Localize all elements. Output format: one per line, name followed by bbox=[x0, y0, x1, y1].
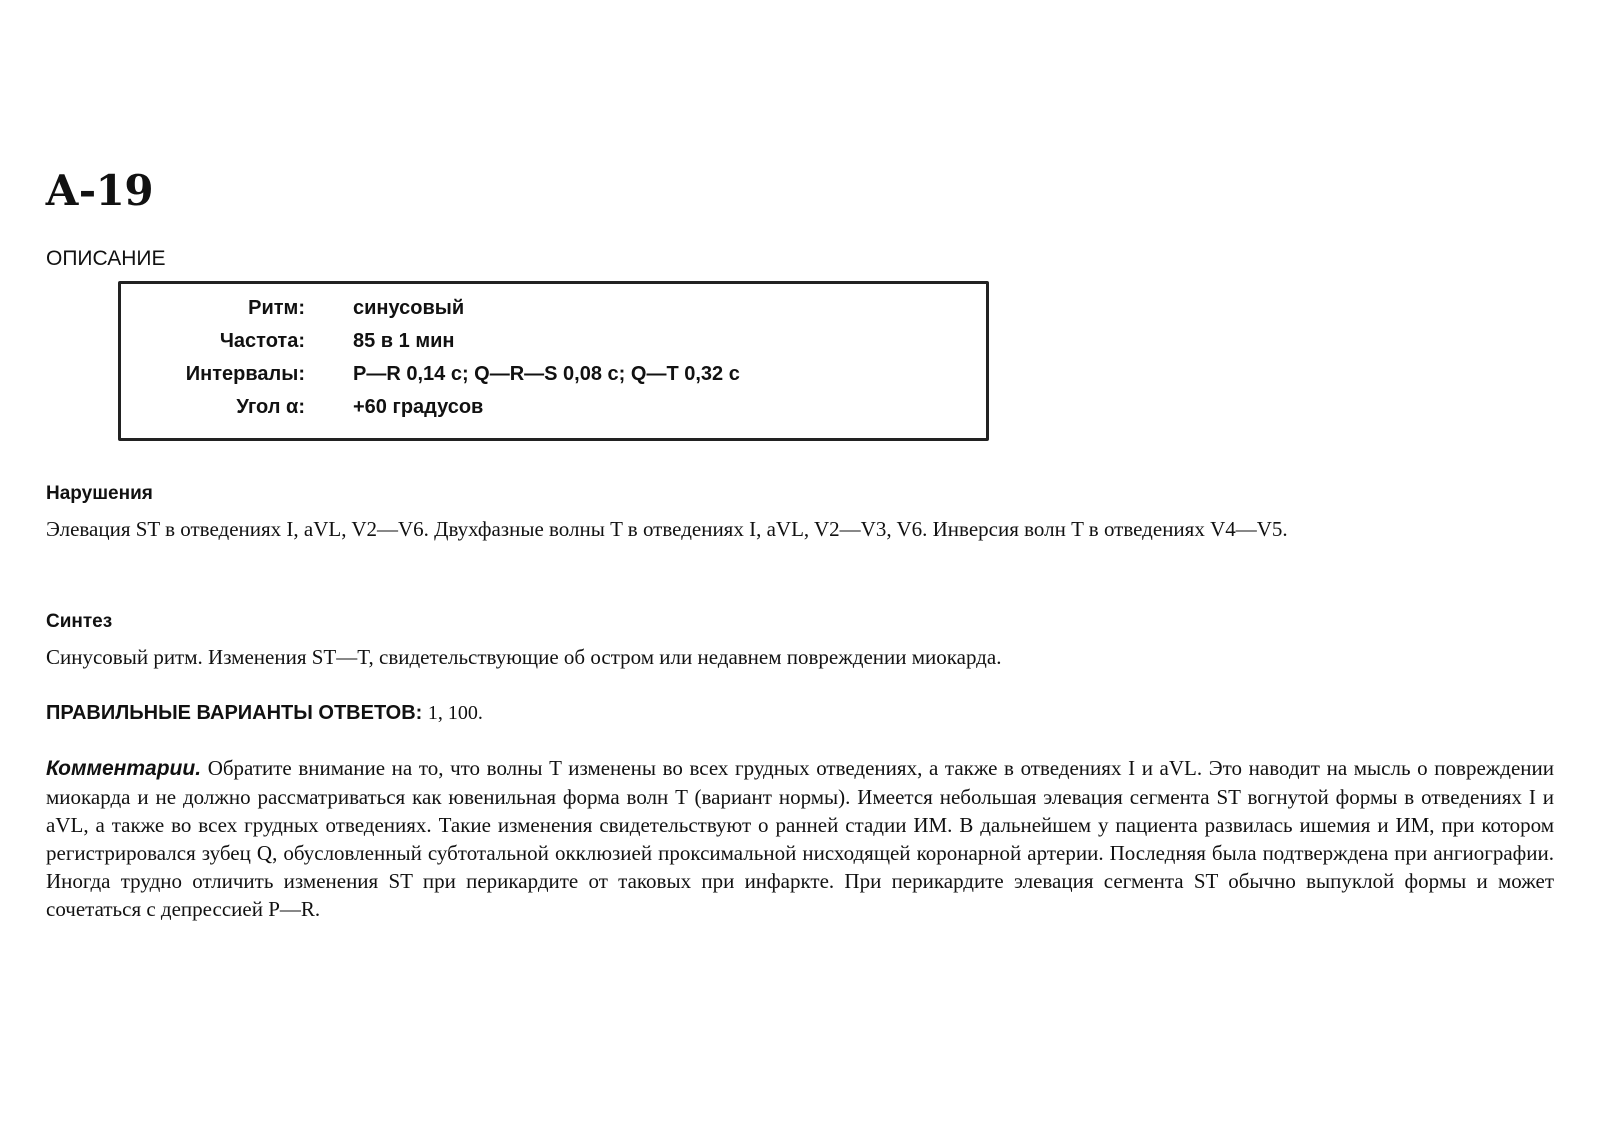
description-label: Угол α: bbox=[236, 396, 305, 418]
comments-text: Обратите внимание на то, что волны T изменены во всех грудных отведениях, а также в отведениях I и aVL. Это наводит на мысль о повреждении миокарда и не должно рассматриваться как ювенильная форма волн T (вариант нормы). Имеется небольшая элевация сегмента ST вогнутой формы в отведениях I и aVL, а также во всех грудных отведениях. Такие изменения свидетельствуют о ранней стадии ИМ. В дальнейшем у пациента развилась ишемия и ИМ, при котором регистрировался зубец Q, обусловленный субтотальной окклюзией проксимальной нисходящей коронарной артерии. Последняя была подтверждена при ангиографии. Иногда трудно отличить изменения ST при перикардите от таковых при инфаркте. При перикардите элевация сегмента ST обычно выпуклой формы и может сочетаться с депрессией P—R. bbox=[46, 756, 1555, 921]
description-value: P—R 0,14 с; Q—R—S 0,08 с; Q—T 0,32 с bbox=[353, 363, 740, 385]
synthesis-heading: Синтез bbox=[46, 611, 113, 632]
correct-answers bbox=[46, 700, 483, 726]
description-label: Ритм: bbox=[248, 297, 305, 319]
description-value: +60 градусов bbox=[353, 396, 484, 418]
page-title: А-19 bbox=[45, 166, 154, 215]
description-label: Интервалы: bbox=[185, 363, 305, 385]
comments-paragraph bbox=[46, 754, 1554, 923]
comments-label: Комментарии. bbox=[46, 757, 202, 780]
description-box bbox=[118, 281, 989, 441]
description-value: 85 в 1 мин bbox=[353, 330, 455, 352]
violations-heading: Нарушения bbox=[46, 483, 153, 504]
correct-answers-values: 1, 100. bbox=[427, 702, 483, 724]
description-label: Частота: bbox=[219, 330, 305, 352]
description-row-rate bbox=[121, 325, 986, 357]
synthesis-text: Синусовый ритм. Изменения ST—T, свидетельствующие об остром или недавнем повреждении миокарда. bbox=[46, 645, 1002, 669]
correct-answers-label: ПРАВИЛЬНЫЕ ВАРИАНТЫ ОТВЕТОВ: bbox=[46, 702, 423, 724]
description-value: синусовый bbox=[353, 297, 465, 319]
description-heading: ОПИСАНИЕ bbox=[46, 247, 166, 270]
description-row-intervals bbox=[121, 358, 986, 390]
description-row-rhythm bbox=[121, 292, 986, 324]
description-row-axis bbox=[121, 391, 986, 423]
violations-text: Элевация ST в отведениях I, aVL, V2—V6. Двухфазные волны T в отведениях I, aVL, V2—V3, V6. Инверсия волн T в отведениях V4—V5. bbox=[46, 517, 1288, 541]
